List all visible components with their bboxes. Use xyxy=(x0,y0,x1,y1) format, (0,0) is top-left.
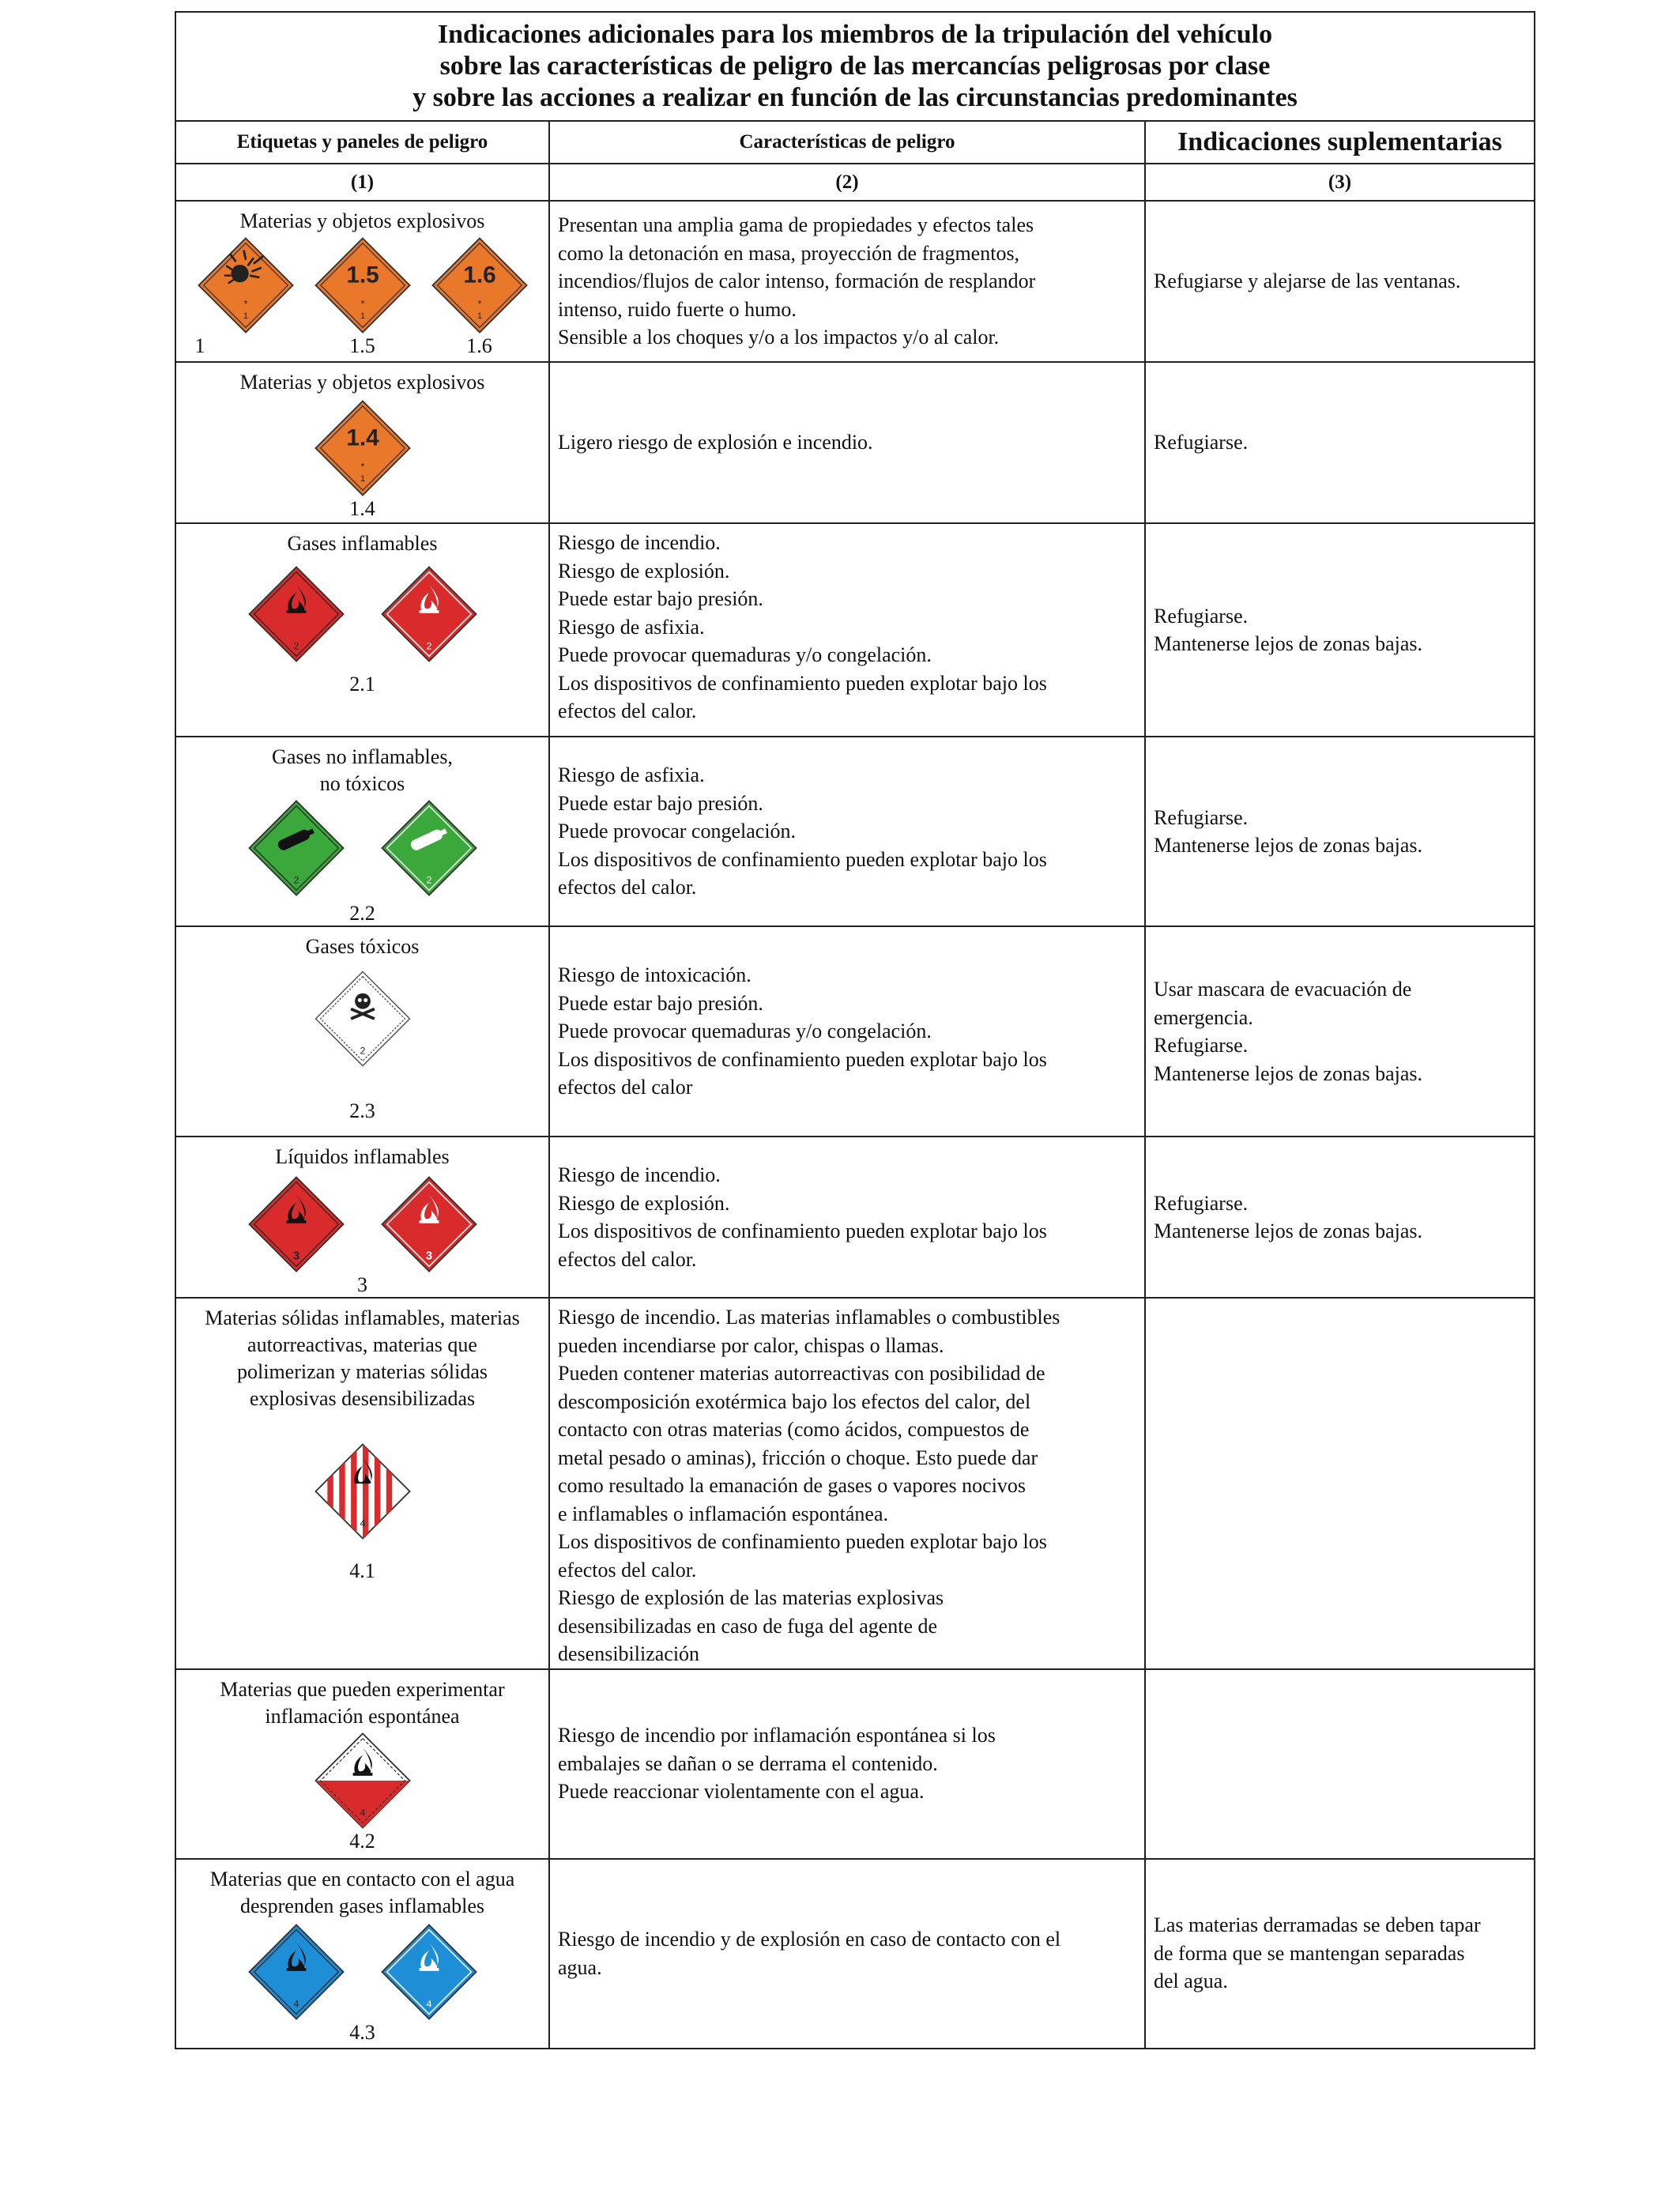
hazards-cell xyxy=(549,201,1145,362)
division-label: 2.3 xyxy=(349,1099,375,1122)
hazard-line: Puede estar bajo presión. xyxy=(558,791,763,815)
hazards-cell xyxy=(549,1859,1145,2049)
hazard-table xyxy=(175,11,1535,2049)
explosive-division-icon xyxy=(431,236,529,334)
hazard-line: efectos del calor. xyxy=(558,1558,697,1581)
division-label: 2.1 xyxy=(349,673,375,696)
hazard-line: metal pesado o aminas), fricción o choque. Esto puede dar xyxy=(558,1446,1038,1469)
hazards-cell xyxy=(549,1669,1145,1859)
category-name: Materias sólidas inflamables, materias autorreactivas, materias que polimerizan y materias sólidas explosivas desensibilizadas xyxy=(205,1306,520,1410)
action-line: emergencia. xyxy=(1154,1005,1253,1029)
table-row xyxy=(175,1137,1535,1298)
explosion-bomb-icon xyxy=(197,236,295,334)
hazard-line: Riesgo de incendio. xyxy=(558,531,721,554)
division-label: 4.2 xyxy=(349,1829,375,1853)
explosive-division-icon xyxy=(314,236,412,334)
actions-cell xyxy=(1145,1298,1535,1669)
svg-text:*: * xyxy=(360,461,364,473)
labels-cell xyxy=(175,1859,549,2049)
hazard-line: Puede provocar congelación. xyxy=(558,820,797,843)
action-line: Refugiarse. xyxy=(1154,604,1249,628)
action-line: Refugiarse. xyxy=(1154,1034,1249,1057)
hazards-cell xyxy=(549,362,1145,523)
hazard-line: Los dispositivos de confinamiento pueden explotar bajo los xyxy=(558,1220,1047,1242)
svg-text:1.4: 1.4 xyxy=(345,424,379,451)
hazard-line: intenso, ruido fuerte o humo. xyxy=(558,297,797,321)
division-label: 1.6 xyxy=(466,334,492,357)
category-name: Gases inflamables xyxy=(287,532,438,555)
hazard-line: como la detonación en masa, proyección de fragmentos, xyxy=(558,241,1020,265)
hazard-line: Ligero riesgo de explosión e incendio. xyxy=(558,431,873,454)
svg-text:1.5: 1.5 xyxy=(345,262,379,288)
hazard-line: Riesgo de explosión. xyxy=(558,1191,730,1215)
hazard-line: Riesgo de incendio. xyxy=(558,1163,721,1186)
hazard-line: pueden incendiarse por calor, chispas o llamas. xyxy=(558,1333,944,1357)
category-name: Líquidos inflamables xyxy=(275,1145,450,1168)
hazard-line: Riesgo de incendio por inflamación espontánea si los xyxy=(558,1724,996,1747)
category-name: Materias y objetos explosivos xyxy=(239,209,485,232)
labels-cell xyxy=(175,1669,549,1859)
table-row xyxy=(175,362,1535,523)
actions-cell xyxy=(1145,737,1535,926)
column-number-2: (2) xyxy=(549,164,1145,201)
gas-cylinder-icon xyxy=(247,799,345,897)
division-label: 2.2 xyxy=(349,902,375,925)
hazard-line: Los dispositivos de confinamiento pueden explotar bajo los xyxy=(558,671,1047,695)
document xyxy=(175,11,1534,2049)
hazard-line: Puede reaccionar violentamente con el agua. xyxy=(558,1780,925,1804)
hazard-line: Puede provocar quemaduras y/o congelación. xyxy=(558,643,932,666)
svg-text:*: * xyxy=(360,298,364,310)
title-line-1: Indicaciones adicionales para los miembros de la tripulación del vehículo xyxy=(437,20,1273,49)
hazard-line: Los dispositivos de confinamiento pueden explotar bajo los xyxy=(558,847,1047,871)
hazard-line: embalajes se dañan o se derrama el contenido. xyxy=(558,1751,938,1775)
flame-icon xyxy=(247,1175,345,1273)
table-row xyxy=(175,737,1535,926)
column-number-1: (1) xyxy=(175,164,549,201)
actions-cell xyxy=(1145,362,1535,523)
division-label: 1.4 xyxy=(349,497,375,520)
labels-cell xyxy=(175,362,549,523)
hazard-line: desensibilización xyxy=(558,1642,700,1665)
svg-text:4: 4 xyxy=(360,1517,365,1529)
flame-icon xyxy=(380,565,478,663)
hazard-line: Riesgo de incendio y de explosión en caso de contacto con el xyxy=(558,1928,1061,1951)
category-name: Gases no inflamables, no tóxicos xyxy=(272,745,453,795)
division-label: 3 xyxy=(357,1273,367,1296)
labels-cell xyxy=(175,523,549,737)
action-line: Usar mascara de evacuación de xyxy=(1154,978,1412,1001)
hazard-line: Riesgo de intoxicación. xyxy=(558,963,751,987)
hazard-line: Puede estar bajo presión. xyxy=(558,587,763,610)
svg-text:2: 2 xyxy=(293,874,299,886)
svg-text:1: 1 xyxy=(477,311,482,322)
skull-crossbones-icon xyxy=(314,970,412,1068)
table-row xyxy=(175,1298,1535,1669)
labels-cell xyxy=(175,201,549,362)
hazard-line: Sensible a los choques y/o a los impactos y/o al calor. xyxy=(558,326,1000,349)
hazard-line: descomposición exotérmica bajo los efectos del calor, del xyxy=(558,1389,1031,1413)
division-label: 4.1 xyxy=(349,1559,375,1582)
hazards-cell xyxy=(549,1298,1145,1669)
category-name: Materias que pueden experimentar inflamación espontánea xyxy=(220,1677,505,1728)
flame-icon xyxy=(247,1923,345,2021)
table-row xyxy=(175,201,1535,362)
division-label: 1.5 xyxy=(349,334,375,357)
hazard-line: Puede estar bajo presión. xyxy=(558,991,763,1015)
action-line: Mantenerse lejos de zonas bajas. xyxy=(1154,1220,1423,1242)
hazard-line: contacto con otras materias (como ácidos, compuestos de xyxy=(558,1418,1030,1441)
hazard-line: Riesgo de asfixia. xyxy=(558,615,705,639)
column-number-3: (3) xyxy=(1145,164,1535,201)
table-row xyxy=(175,926,1535,1137)
hazard-line: Los dispositivos de confinamiento pueden explotar bajo los xyxy=(558,1530,1047,1553)
actions-cell xyxy=(1145,1859,1535,2049)
table-row xyxy=(175,1859,1535,2049)
svg-text:*: * xyxy=(477,298,481,310)
svg-text:4: 4 xyxy=(360,1807,365,1819)
title-line-2: sobre las características de peligro de las mercancías peligrosas por clase xyxy=(439,51,1271,81)
actions-cell xyxy=(1145,926,1535,1137)
svg-text:1: 1 xyxy=(243,311,248,322)
hazard-line: efectos del calor. xyxy=(558,1247,697,1271)
hazard-line: Riesgo de incendio. Las materias inflamables o combustibles xyxy=(558,1306,1060,1329)
category-name: Materias que en contacto con el agua desprenden gases inflamables xyxy=(209,1867,515,1917)
hazard-line: efectos del calor xyxy=(558,1076,693,1099)
action-line: Refugiarse. xyxy=(1154,805,1249,829)
action-line: Refugiarse y alejarse de las ventanas. xyxy=(1154,270,1461,293)
svg-text:3: 3 xyxy=(425,1250,432,1263)
hazard-line: efectos del calor. xyxy=(558,876,697,899)
category-name: Materias y objetos explosivos xyxy=(239,371,485,394)
action-line: Refugiarse. xyxy=(1154,431,1249,454)
svg-text:3: 3 xyxy=(292,1250,299,1263)
hazards-cell xyxy=(549,737,1145,926)
svg-text:2: 2 xyxy=(426,874,431,886)
hazard-line: Puede provocar quemaduras y/o congelación. xyxy=(558,1020,932,1043)
title-line-3: y sobre las acciones a realizar en función de las circunstancias predominantes xyxy=(412,83,1298,112)
table-row xyxy=(175,523,1535,737)
division-label: 4.3 xyxy=(349,2020,375,2044)
action-line: del agua. xyxy=(1154,1970,1228,1993)
svg-text:2: 2 xyxy=(293,640,299,652)
svg-text:1: 1 xyxy=(360,311,365,322)
action-line: Mantenerse lejos de zonas bajas. xyxy=(1154,1061,1423,1085)
category-name: Gases tóxicos xyxy=(305,935,420,958)
action-line: Mantenerse lejos de zonas bajas. xyxy=(1154,632,1423,655)
flame-icon xyxy=(247,565,345,663)
hazard-line: Riesgo de explosión de las materias explosivas xyxy=(558,1586,944,1609)
labels-cell xyxy=(175,737,549,926)
header-labels: Etiquetas y paneles de peligro xyxy=(175,121,549,164)
svg-text:4: 4 xyxy=(426,1998,431,2010)
explosive-division-icon xyxy=(314,399,412,497)
hazard-line: desensibilizadas en caso de fuga del agente de xyxy=(558,1614,938,1638)
header-supplementary: Indicaciones suplementarias xyxy=(1145,121,1535,164)
header-hazards: Características de peligro xyxy=(549,121,1145,164)
action-line: Las materias derramadas se deben tapar xyxy=(1154,1913,1481,1937)
svg-text:2: 2 xyxy=(360,1045,365,1057)
hazard-line: agua. xyxy=(558,1955,602,1979)
hazard-line: Riesgo de asfixia. xyxy=(558,763,705,787)
action-line: Mantenerse lejos de zonas bajas. xyxy=(1154,834,1423,857)
hazard-line: Pueden contener materias autorreactivas con posibilidad de xyxy=(558,1362,1045,1385)
action-line: Refugiarse. xyxy=(1154,1191,1249,1215)
action-line: de forma que se mantengan separadas xyxy=(1154,1941,1465,1965)
gas-cylinder-icon xyxy=(380,799,478,897)
svg-text:1.6: 1.6 xyxy=(462,262,496,288)
hazard-line: Presentan una amplia gama de propiedades y efectos tales xyxy=(558,213,1034,237)
table-row xyxy=(175,1669,1535,1859)
hazards-cell xyxy=(549,523,1145,737)
actions-cell xyxy=(1145,1137,1535,1298)
hazard-line: incendios/flujos de calor intenso, formación de resplandor xyxy=(558,270,1036,293)
hazard-line: Los dispositivos de confinamiento pueden explotar bajo los xyxy=(558,1047,1047,1071)
hazard-line: e inflamables o inflamación espontánea. xyxy=(558,1502,889,1525)
svg-text:*: * xyxy=(243,298,247,310)
hazard-line: Riesgo de explosión. xyxy=(558,559,730,582)
labels-cell xyxy=(175,1137,549,1298)
actions-cell xyxy=(1145,1669,1535,1859)
svg-text:4: 4 xyxy=(293,1998,299,2010)
hazards-cell xyxy=(549,926,1145,1137)
svg-text:2: 2 xyxy=(426,640,431,652)
division-label: 1 xyxy=(194,334,205,357)
hazard-line: efectos del calor. xyxy=(558,699,697,722)
flame-icon xyxy=(380,1923,478,2021)
actions-cell xyxy=(1145,201,1535,362)
svg-text:1: 1 xyxy=(360,474,365,484)
labels-cell xyxy=(175,926,549,1137)
spontaneous-combustion-icon xyxy=(314,1732,412,1830)
table-title xyxy=(175,12,1535,121)
hazard-line: como resultado la emanación de gases o vapores nocivos xyxy=(558,1474,1026,1497)
flame-icon xyxy=(380,1175,478,1273)
actions-cell xyxy=(1145,523,1535,737)
flammable-solid-icon xyxy=(314,1442,412,1540)
hazards-cell xyxy=(549,1137,1145,1298)
labels-cell xyxy=(175,1298,549,1669)
